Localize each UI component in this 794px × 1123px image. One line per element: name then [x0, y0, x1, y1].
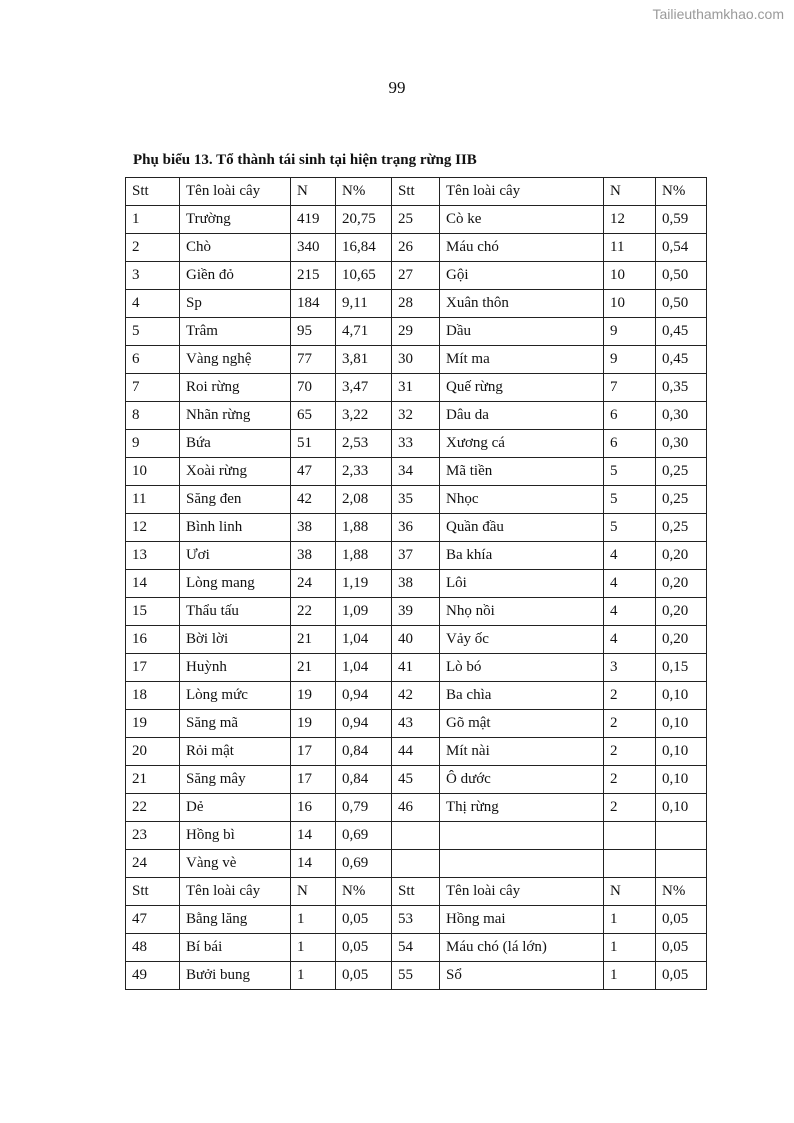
- count-cell: 70: [291, 374, 336, 402]
- species-name-cell: Ba khía: [440, 542, 604, 570]
- count-cell: 1: [291, 906, 336, 934]
- count-cell: 10: [604, 262, 656, 290]
- table-row: [126, 654, 707, 682]
- percent-cell: 0,30: [656, 430, 707, 458]
- percent-cell: 2,08: [336, 486, 392, 514]
- count-cell: 10: [604, 290, 656, 318]
- percent-cell: 0,94: [336, 682, 392, 710]
- species-name-cell: Săng mã: [180, 710, 291, 738]
- stt-cell: 32: [392, 402, 440, 430]
- stt-cell: 18: [126, 682, 180, 710]
- species-name-cell: [440, 822, 604, 850]
- stt-cell: 25: [392, 206, 440, 234]
- count-cell: 51: [291, 430, 336, 458]
- percent-cell: 0,05: [656, 906, 707, 934]
- percent-cell: 0,20: [656, 598, 707, 626]
- species-name-cell: Thị rừng: [440, 794, 604, 822]
- percent-cell: 0,79: [336, 794, 392, 822]
- count-cell: N: [604, 878, 656, 906]
- count-cell: 22: [291, 598, 336, 626]
- percent-cell: 0,50: [656, 262, 707, 290]
- species-name-cell: Xoài rừng: [180, 458, 291, 486]
- percent-cell: N%: [336, 878, 392, 906]
- count-cell: 2: [604, 766, 656, 794]
- count-cell: N: [604, 178, 656, 206]
- stt-cell: Stt: [126, 178, 180, 206]
- species-name-cell: Lôi: [440, 570, 604, 598]
- count-cell: 11: [604, 234, 656, 262]
- species-name-cell: Bứa: [180, 430, 291, 458]
- stt-cell: 5: [126, 318, 180, 346]
- species-name-cell: Trâm: [180, 318, 291, 346]
- stt-cell: Stt: [126, 878, 180, 906]
- stt-cell: 31: [392, 374, 440, 402]
- stt-cell: 24: [126, 850, 180, 878]
- stt-cell: 29: [392, 318, 440, 346]
- percent-cell: 0,25: [656, 458, 707, 486]
- species-name-cell: Bời lời: [180, 626, 291, 654]
- species-name-cell: Quần đầu: [440, 514, 604, 542]
- percent-cell: 0,10: [656, 738, 707, 766]
- stt-cell: 42: [392, 682, 440, 710]
- species-name-cell: Mít ma: [440, 346, 604, 374]
- count-cell: 1: [291, 962, 336, 990]
- stt-cell: 2: [126, 234, 180, 262]
- species-name-cell: Vàng nghệ: [180, 346, 291, 374]
- species-name-cell: Bí bái: [180, 934, 291, 962]
- count-cell: 3: [604, 654, 656, 682]
- species-name-cell: Xuân thôn: [440, 290, 604, 318]
- table-row: [126, 346, 707, 374]
- species-name-cell: Mã tiền: [440, 458, 604, 486]
- stt-cell: 55: [392, 962, 440, 990]
- percent-cell: 0,05: [656, 934, 707, 962]
- percent-cell: 0,59: [656, 206, 707, 234]
- percent-cell: 0,25: [656, 514, 707, 542]
- stt-cell: 45: [392, 766, 440, 794]
- species-name-cell: Máu chó (lá lớn): [440, 934, 604, 962]
- table-header-row: [126, 878, 707, 906]
- stt-cell: 20: [126, 738, 180, 766]
- stt-cell: 37: [392, 542, 440, 570]
- species-name-cell: [440, 850, 604, 878]
- stt-cell: 34: [392, 458, 440, 486]
- count-cell: 47: [291, 458, 336, 486]
- species-name-cell: Săng mây: [180, 766, 291, 794]
- count-cell: 4: [604, 542, 656, 570]
- species-name-cell: Vảy ốc: [440, 626, 604, 654]
- count-cell: 9: [604, 318, 656, 346]
- count-cell: 21: [291, 654, 336, 682]
- stt-cell: 17: [126, 654, 180, 682]
- watermark: Tailieuthamkhao.com: [652, 6, 784, 22]
- count-cell: 1: [604, 906, 656, 934]
- species-name-cell: Ba chìa: [440, 682, 604, 710]
- count-cell: 17: [291, 766, 336, 794]
- stt-cell: 53: [392, 906, 440, 934]
- table-row: [126, 542, 707, 570]
- stt-cell: 22: [126, 794, 180, 822]
- percent-cell: 1,04: [336, 654, 392, 682]
- percent-cell: 0,84: [336, 766, 392, 794]
- percent-cell: 0,25: [656, 486, 707, 514]
- percent-cell: 0,50: [656, 290, 707, 318]
- stt-cell: 48: [126, 934, 180, 962]
- percent-cell: 3,81: [336, 346, 392, 374]
- percent-cell: 0,05: [336, 962, 392, 990]
- percent-cell: 0,20: [656, 626, 707, 654]
- stt-cell: 39: [392, 598, 440, 626]
- percent-cell: 0,10: [656, 766, 707, 794]
- stt-cell: 1: [126, 206, 180, 234]
- count-cell: 2: [604, 738, 656, 766]
- stt-cell: Stt: [392, 178, 440, 206]
- percent-cell: 0,30: [656, 402, 707, 430]
- count-cell: 419: [291, 206, 336, 234]
- count-cell: 21: [291, 626, 336, 654]
- percent-cell: 3,47: [336, 374, 392, 402]
- stt-cell: 16: [126, 626, 180, 654]
- count-cell: 5: [604, 458, 656, 486]
- count-cell: 2: [604, 710, 656, 738]
- percent-cell: N%: [656, 178, 707, 206]
- percent-cell: 1,19: [336, 570, 392, 598]
- table-row: [126, 934, 707, 962]
- percent-cell: 0,45: [656, 346, 707, 374]
- count-cell: 1: [291, 934, 336, 962]
- percent-cell: 4,71: [336, 318, 392, 346]
- stt-cell: Stt: [392, 878, 440, 906]
- species-name-cell: Lò bó: [440, 654, 604, 682]
- percent-cell: 0,54: [656, 234, 707, 262]
- species-name-cell: Hồng bì: [180, 822, 291, 850]
- species-name-cell: Bình linh: [180, 514, 291, 542]
- percent-cell: 0,10: [656, 710, 707, 738]
- stt-cell: 15: [126, 598, 180, 626]
- species-name-cell: Gội: [440, 262, 604, 290]
- species-name-cell: Sp: [180, 290, 291, 318]
- count-cell: 340: [291, 234, 336, 262]
- stt-cell: 41: [392, 654, 440, 682]
- stt-cell: 54: [392, 934, 440, 962]
- count-cell: 4: [604, 570, 656, 598]
- table-row: [126, 206, 707, 234]
- stt-cell: 35: [392, 486, 440, 514]
- count-cell: 24: [291, 570, 336, 598]
- count-cell: 7: [604, 374, 656, 402]
- table-row: [126, 514, 707, 542]
- species-name-cell: Săng đen: [180, 486, 291, 514]
- count-cell: 19: [291, 710, 336, 738]
- table-row: [126, 738, 707, 766]
- stt-cell: 12: [126, 514, 180, 542]
- stt-cell: 30: [392, 346, 440, 374]
- percent-cell: 0,20: [656, 570, 707, 598]
- species-name-cell: Tên loài cây: [440, 878, 604, 906]
- stt-cell: 13: [126, 542, 180, 570]
- stt-cell: 40: [392, 626, 440, 654]
- species-name-cell: Giền đỏ: [180, 262, 291, 290]
- species-name-cell: Bằng lăng: [180, 906, 291, 934]
- table-row: [126, 374, 707, 402]
- count-cell: N: [291, 178, 336, 206]
- table-row: [126, 626, 707, 654]
- species-name-cell: Tên loài cây: [180, 178, 291, 206]
- table-row: [126, 290, 707, 318]
- stt-cell: [392, 822, 440, 850]
- species-name-cell: Dâu da: [440, 402, 604, 430]
- species-name-cell: Xương cá: [440, 430, 604, 458]
- percent-cell: 1,88: [336, 542, 392, 570]
- species-name-cell: Quế rừng: [440, 374, 604, 402]
- table-row: [126, 682, 707, 710]
- table-row: [126, 906, 707, 934]
- percent-cell: 0,10: [656, 794, 707, 822]
- count-cell: 16: [291, 794, 336, 822]
- species-name-cell: Sổ: [440, 962, 604, 990]
- percent-cell: 1,04: [336, 626, 392, 654]
- table-caption: Phụ biểu 13. Tổ thành tái sinh tại hiện trạng rừng IIB: [133, 152, 477, 168]
- count-cell: 12: [604, 206, 656, 234]
- table-row: [126, 962, 707, 990]
- percent-cell: 10,65: [336, 262, 392, 290]
- species-name-cell: Rỏi mật: [180, 738, 291, 766]
- stt-cell: 49: [126, 962, 180, 990]
- percent-cell: 0,69: [336, 850, 392, 878]
- table-row: [126, 234, 707, 262]
- stt-cell: 23: [126, 822, 180, 850]
- percent-cell: N%: [336, 178, 392, 206]
- species-name-cell: Cò ke: [440, 206, 604, 234]
- table-row: [126, 402, 707, 430]
- table-row: [126, 822, 707, 850]
- stt-cell: 14: [126, 570, 180, 598]
- percent-cell: 0,45: [656, 318, 707, 346]
- count-cell: 184: [291, 290, 336, 318]
- count-cell: 6: [604, 402, 656, 430]
- count-cell: 19: [291, 682, 336, 710]
- table-row: [126, 486, 707, 514]
- table-row: [126, 850, 707, 878]
- count-cell: 14: [291, 822, 336, 850]
- stt-cell: 4: [126, 290, 180, 318]
- percent-cell: 0,69: [336, 822, 392, 850]
- species-name-cell: Huỳnh: [180, 654, 291, 682]
- percent-cell: N%: [656, 878, 707, 906]
- species-name-cell: Lòng mang: [180, 570, 291, 598]
- count-cell: [604, 850, 656, 878]
- stt-cell: 6: [126, 346, 180, 374]
- count-cell: 77: [291, 346, 336, 374]
- stt-cell: 19: [126, 710, 180, 738]
- percent-cell: [656, 822, 707, 850]
- species-name-cell: Thẩu tấu: [180, 598, 291, 626]
- count-cell: 5: [604, 486, 656, 514]
- percent-cell: 2,53: [336, 430, 392, 458]
- stt-cell: 28: [392, 290, 440, 318]
- stt-cell: 43: [392, 710, 440, 738]
- stt-cell: 26: [392, 234, 440, 262]
- stt-cell: 36: [392, 514, 440, 542]
- stt-cell: 11: [126, 486, 180, 514]
- species-name-cell: Trường: [180, 206, 291, 234]
- count-cell: 1: [604, 934, 656, 962]
- percent-cell: 3,22: [336, 402, 392, 430]
- percent-cell: 0,84: [336, 738, 392, 766]
- count-cell: 38: [291, 514, 336, 542]
- species-name-cell: Lòng mức: [180, 682, 291, 710]
- species-name-cell: Nhãn rừng: [180, 402, 291, 430]
- percent-cell: 0,35: [656, 374, 707, 402]
- species-name-cell: Dẻ: [180, 794, 291, 822]
- species-name-cell: Vàng vè: [180, 850, 291, 878]
- count-cell: N: [291, 878, 336, 906]
- count-cell: 65: [291, 402, 336, 430]
- species-name-cell: Tên loài cây: [180, 878, 291, 906]
- percent-cell: 9,11: [336, 290, 392, 318]
- species-name-cell: Hồng mai: [440, 906, 604, 934]
- species-table: [125, 177, 707, 990]
- percent-cell: [656, 850, 707, 878]
- stt-cell: 27: [392, 262, 440, 290]
- count-cell: 42: [291, 486, 336, 514]
- percent-cell: 0,05: [336, 906, 392, 934]
- table-row: [126, 262, 707, 290]
- species-name-cell: Máu chó: [440, 234, 604, 262]
- percent-cell: 0,94: [336, 710, 392, 738]
- percent-cell: 2,33: [336, 458, 392, 486]
- stt-cell: 38: [392, 570, 440, 598]
- stt-cell: 9: [126, 430, 180, 458]
- stt-cell: 44: [392, 738, 440, 766]
- species-name-cell: Tên loài cây: [440, 178, 604, 206]
- count-cell: 5: [604, 514, 656, 542]
- species-name-cell: Dầu: [440, 318, 604, 346]
- percent-cell: 1,88: [336, 514, 392, 542]
- table-row: [126, 318, 707, 346]
- count-cell: 9: [604, 346, 656, 374]
- count-cell: 1: [604, 962, 656, 990]
- count-cell: 215: [291, 262, 336, 290]
- stt-cell: 8: [126, 402, 180, 430]
- species-name-cell: Ươi: [180, 542, 291, 570]
- count-cell: 2: [604, 682, 656, 710]
- table-row: [126, 598, 707, 626]
- percent-cell: 0,10: [656, 682, 707, 710]
- table-row: [126, 570, 707, 598]
- species-name-cell: Chò: [180, 234, 291, 262]
- species-name-cell: Mít nài: [440, 738, 604, 766]
- count-cell: 4: [604, 598, 656, 626]
- stt-cell: 7: [126, 374, 180, 402]
- table-row: [126, 710, 707, 738]
- count-cell: 95: [291, 318, 336, 346]
- percent-cell: 0,05: [656, 962, 707, 990]
- species-name-cell: Bưởi bung: [180, 962, 291, 990]
- count-cell: 4: [604, 626, 656, 654]
- percent-cell: 20,75: [336, 206, 392, 234]
- table-row: [126, 458, 707, 486]
- table-row: [126, 766, 707, 794]
- table-header-row: [126, 178, 707, 206]
- stt-cell: 21: [126, 766, 180, 794]
- species-name-cell: Nhọ nồi: [440, 598, 604, 626]
- page-number: 99: [388, 78, 406, 97]
- count-cell: 17: [291, 738, 336, 766]
- count-cell: [604, 822, 656, 850]
- stt-cell: 46: [392, 794, 440, 822]
- table-row: [126, 794, 707, 822]
- stt-cell: 33: [392, 430, 440, 458]
- percent-cell: 0,20: [656, 542, 707, 570]
- percent-cell: 1,09: [336, 598, 392, 626]
- stt-cell: [392, 850, 440, 878]
- count-cell: 38: [291, 542, 336, 570]
- percent-cell: 16,84: [336, 234, 392, 262]
- stt-cell: 47: [126, 906, 180, 934]
- count-cell: 14: [291, 850, 336, 878]
- table-body: [126, 178, 707, 990]
- table-row: [126, 430, 707, 458]
- stt-cell: 3: [126, 262, 180, 290]
- stt-cell: 10: [126, 458, 180, 486]
- percent-cell: 0,15: [656, 654, 707, 682]
- species-name-cell: Roi rừng: [180, 374, 291, 402]
- percent-cell: 0,05: [336, 934, 392, 962]
- species-name-cell: Nhọc: [440, 486, 604, 514]
- species-name-cell: Gõ mật: [440, 710, 604, 738]
- count-cell: 2: [604, 794, 656, 822]
- species-name-cell: Ô dước: [440, 766, 604, 794]
- count-cell: 6: [604, 430, 656, 458]
